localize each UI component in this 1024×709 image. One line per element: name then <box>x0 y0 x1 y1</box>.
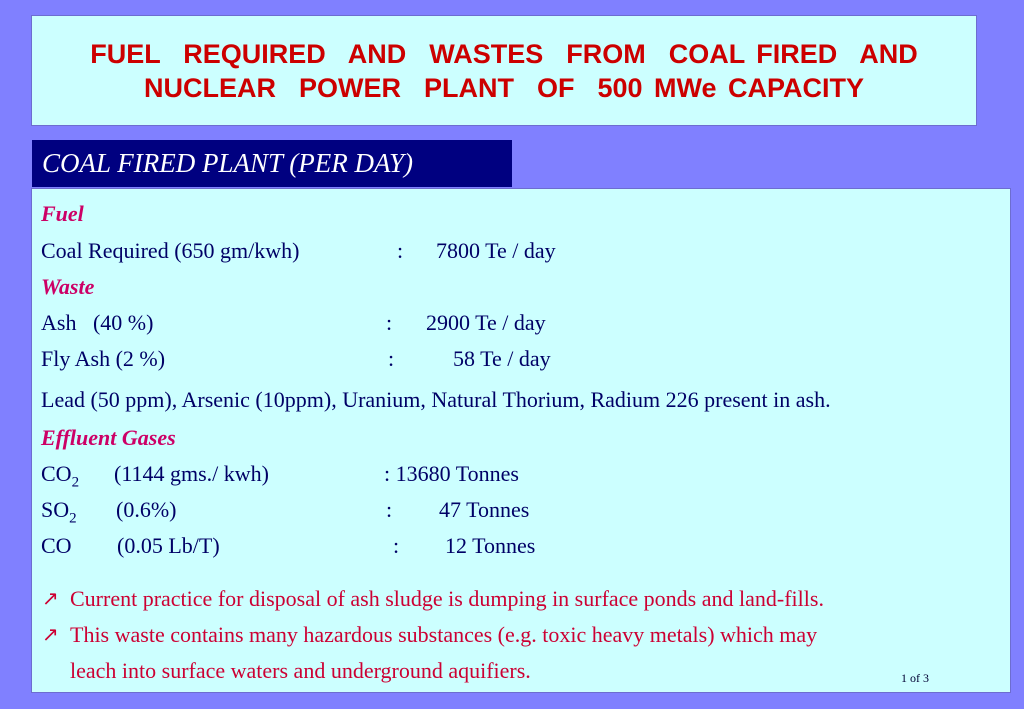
arrow-bullet-icon: ↗ <box>42 622 59 646</box>
bullet-2-line-1: This waste contains many hazardous substances (e.g. toxic heavy metals) which may <box>70 622 818 647</box>
flyash-label: Fly Ash (2 %) <box>41 346 166 371</box>
coal-value: 7800 Te / day <box>436 238 556 263</box>
page-number: 1 of 3 <box>901 671 929 685</box>
co2-value: : 13680 Tonnes <box>384 461 519 486</box>
ash-row <box>41 310 546 336</box>
co-colon: : <box>393 533 400 558</box>
so2-colon: : <box>386 497 393 522</box>
co-rate: (0.05 Lb/T) <box>117 533 220 558</box>
co2-row <box>41 461 519 491</box>
lead-note: Lead (50 ppm), Arsenic (10ppm), Uranium, Natural Thorium, Radium 226 present in ash. <box>41 387 831 412</box>
section-label: COAL FIRED PLANT (PER DAY) <box>32 140 512 187</box>
ash-colon: : <box>386 310 393 335</box>
co2-rate: (1144 gms./ kwh) <box>114 461 270 486</box>
coal-label: Coal Required (650 gm/kwh) <box>41 238 300 263</box>
fuel-heading: Fuel <box>41 201 84 226</box>
effluent-heading: Effluent Gases <box>41 425 176 450</box>
ash-label: Ash (40 %) <box>41 310 154 335</box>
waste-heading: Waste <box>41 274 95 299</box>
so2-value: 47 Tonnes <box>439 497 530 522</box>
page-title <box>90 37 918 105</box>
coal-colon: : <box>397 238 404 263</box>
coal-row <box>41 238 556 264</box>
title-box <box>31 15 977 126</box>
title-line-1: FUEL REQUIRED AND WASTES FROM COAL FIRED AND <box>90 38 918 69</box>
co2-formula: $CO_2$ <box>41 461 80 491</box>
co-value: 12 Tonnes <box>445 533 536 558</box>
flyash-colon: : <box>388 346 395 371</box>
co-formula: CO <box>41 533 72 558</box>
flyash-row <box>41 346 551 372</box>
bullet-1: Current practice for disposal of ash sludge is dumping in surface ponds and land-fills. <box>70 586 824 611</box>
so2-formula: $SO_2$ <box>41 497 77 527</box>
bullet-2-line-2: leach into surface waters and underground aquifiers. <box>70 658 531 683</box>
content-panel <box>31 188 1011 693</box>
co-row <box>41 533 536 559</box>
ash-value: 2900 Te / day <box>426 310 546 335</box>
so2-row <box>41 497 530 527</box>
so2-rate: (0.6%) <box>116 497 177 522</box>
title-line-2: NUCLEAR POWER PLANT OF 500 MWe CAPACITY <box>143 72 865 103</box>
flyash-value: 58 Te / day <box>453 346 551 371</box>
arrow-bullet-icon: ↗ <box>42 586 59 610</box>
